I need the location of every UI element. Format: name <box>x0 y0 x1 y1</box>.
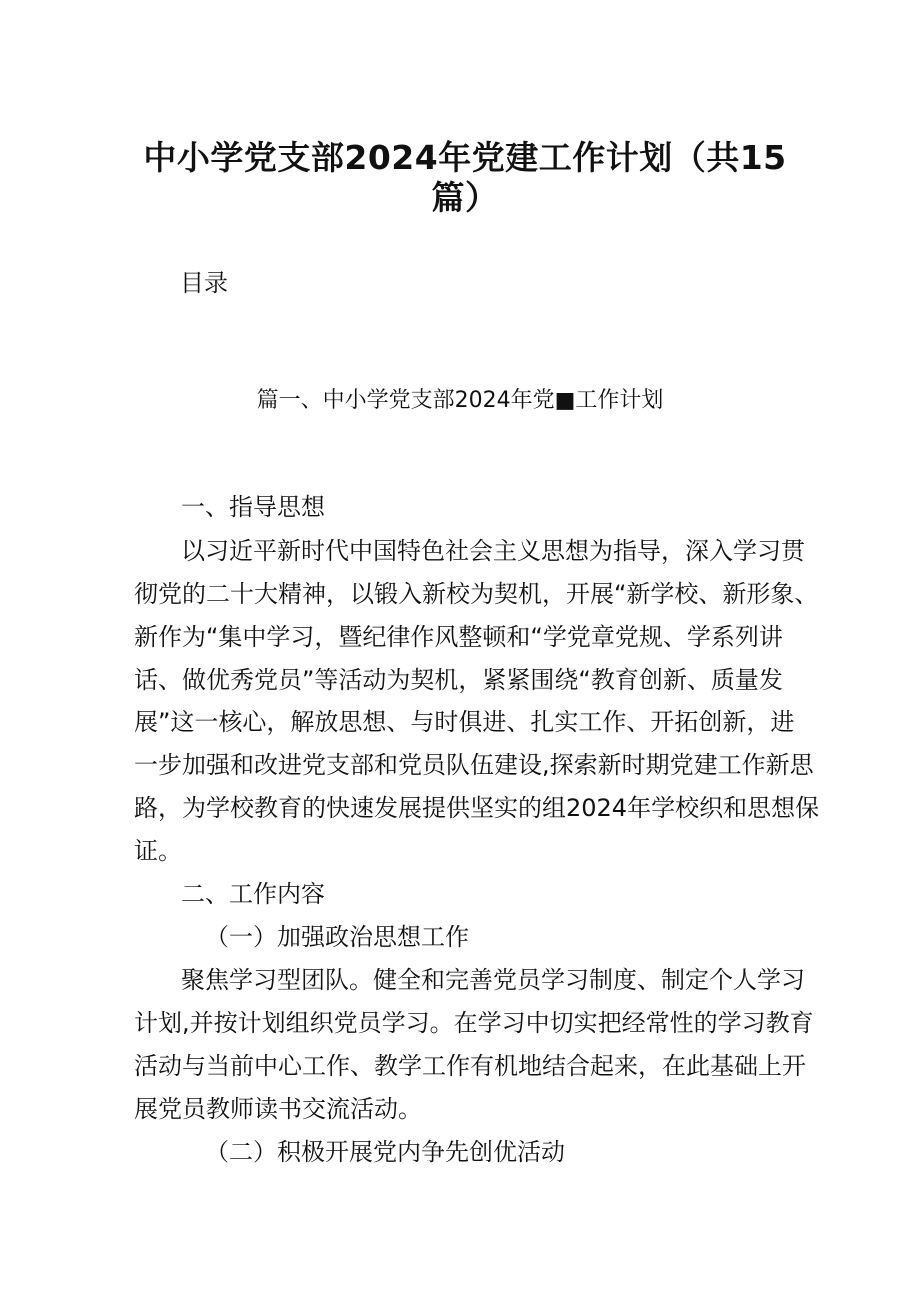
paragraph-line: 证。 <box>134 837 182 865</box>
subsection-1-heading: （一）加强政治思想工作 <box>205 923 469 951</box>
paragraph-line: 话、做优秀党员”等活动为契机，紧紧围绕“教育创新、质量发 <box>134 666 783 694</box>
paragraph-line: 以习近平新时代中国特色社会主义思想为指导，深入学习贯 <box>181 537 805 565</box>
paragraph-line: 展党员教师读书交流活动。 <box>134 1095 422 1123</box>
paragraph-line: 活动与当前中心工作、教学工作有机地结合起来，在此基础上开 <box>134 1052 806 1080</box>
paragraph-line: 展”这一核心，解放思想、与时俱进、扎实工作、开拓创新，进 <box>134 708 795 736</box>
section-2-heading: 二、工作内容 <box>181 880 325 908</box>
toc-label: 目录 <box>180 269 228 297</box>
paragraph-line: 聚焦学习型团队。健全和完善党员学习制度、制定个人学习 <box>181 966 805 994</box>
paragraph-line: 路，为学校教育的快速发展提供坚实的组2024年学校织和思想保 <box>134 794 820 822</box>
chapter-title: 篇一、中小学党支部2024年党■工作计划 <box>256 388 664 413</box>
subsection-2-heading: （二）积极开展党内争先创优活动 <box>205 1138 565 1166</box>
section-1-heading: 一、指导思想 <box>181 493 325 521</box>
paragraph-line: 一步加强和改进党支部和党员队伍建设,探索新时期党建工作新思 <box>134 751 814 779</box>
paragraph-line: 新作为“集中学习，暨纪律作风整顿和“学党章党规、学系列讲 <box>134 623 783 651</box>
document-title-line-1: 中小学党支部2024年党建工作计划（共15 <box>143 138 787 177</box>
paragraph-line: 彻党的二十大精神，以锻入新校为契机，开展“新学校、新形象、 <box>134 580 819 608</box>
document-title-line-2: 篇） <box>431 178 499 217</box>
paragraph-line: 计划,并按计划组织党员学习。在学习中切实把经常性的学习教育 <box>134 1009 814 1037</box>
